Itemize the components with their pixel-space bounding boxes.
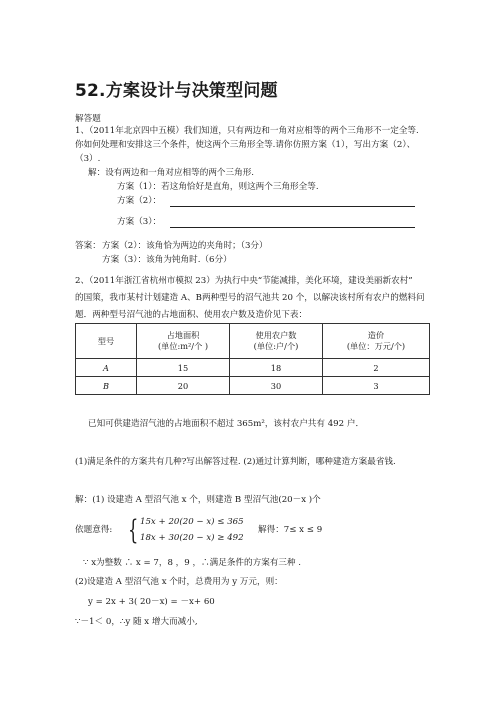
- table-cell: 3: [323, 377, 430, 395]
- q2-line-2: 的国策，我市某村计划建造 A、B两种型号的沼气池共 20 个，以解决该村所有农户的燃料问: [75, 293, 425, 303]
- header-area: [137, 324, 230, 359]
- table-cell: A: [76, 359, 137, 377]
- system-brace: {: [128, 515, 139, 546]
- q1-line-2: 你如何处理和安排这三个条件，使这两个三角形全等.请你仿照方案（1），写出方案（2）、: [75, 140, 416, 150]
- header-households-unit: (单位:户/个): [253, 341, 299, 351]
- q1-answer-3: 方案（3）：该角为钝角时.（6分）: [102, 255, 232, 265]
- header-cost-label: 造价: [367, 330, 385, 340]
- sizing-table: [75, 323, 430, 395]
- header-cost-unit: (单位：万元/个): [346, 341, 406, 351]
- header-model-label: 型号: [97, 335, 115, 346]
- q1-plan-3-label: 方案（3）：: [117, 217, 162, 227]
- table-cell: 18: [230, 359, 323, 377]
- q2-part-2: (2)设建造 A 型沼气池 x 个时，总费用为 y 万元，则：: [75, 577, 283, 587]
- header-model: [76, 324, 137, 359]
- section-label: 解答题: [75, 114, 101, 124]
- table-cell: 2: [323, 359, 430, 377]
- q2-setup-label: 依题意得:: [75, 525, 113, 535]
- q1-line-3: （3）.: [75, 154, 101, 164]
- inequality-1: 15x + 20(20 − x) ≤ 365: [140, 517, 244, 527]
- table-cell: B: [76, 377, 137, 395]
- inequality-2: 18x + 30(20 − x) ≥ 492: [140, 533, 244, 543]
- q2-questions: (1)满足条件的方案共有几种?写出解答过程. (2)通过计算判断，哪种建造方案最省钱.: [75, 457, 396, 467]
- table-cell: 20: [137, 377, 230, 395]
- header-cost: [323, 324, 430, 359]
- header-area-unit: (单位:m²/个 ): [157, 341, 209, 351]
- plan-2-blank-line: [170, 206, 415, 207]
- q1-line-1: 1、（2011年北京四中五模）我们知道，只有两边和一角对应相等的两个三角形不一定全等.: [75, 126, 419, 136]
- header-households: [230, 324, 323, 359]
- q2-solution-intro: 解：(1) 设建造 A 型沼气池 x 个，则建造 B 型沼气池(20－x )个: [75, 495, 321, 505]
- plan-3-blank-line: [170, 227, 415, 228]
- header-area-label: 占地面积: [166, 330, 200, 340]
- q2-cost-formula: y = 2x + 3( 20－x) = －x+ 60: [88, 597, 215, 607]
- table-cell: 30: [230, 377, 323, 395]
- table-row: [76, 377, 430, 395]
- q2-line-1: 2、（2011年浙江省杭州市模拟 23）为执行中央“节能减排，美化环境，建设美丽新农村”: [75, 276, 413, 286]
- table-cell: 15: [137, 359, 230, 377]
- q1-answer-2: 方案（2）：该角恰为两边的夹角时；（3分）: [102, 241, 268, 251]
- header-households-label: 使用农户数: [255, 330, 297, 340]
- table-row: [76, 359, 430, 377]
- q1-answer-label: 答案：: [75, 241, 101, 251]
- q2-integer-cases: ∵ x为整数 ∴ x = 7，8 ，9 ，∴满足条件的方案有三种 .: [83, 558, 302, 568]
- q2-monotonic: ∵－1＜ 0，∴y 随 x 增大而减小,: [75, 617, 198, 627]
- q1-solution-intro: 解：设有两边和一角对应相等的两个三角形.: [88, 168, 255, 178]
- q2-solve-result: 解得：7≤ x ≤ 9: [258, 525, 323, 535]
- page-title: 52.方案设计与决策型问题: [75, 81, 278, 101]
- q2-line-3: 题．两种型号沼气池的占地面积、使用农户数及造价见下表：: [75, 310, 308, 320]
- table-header-row: [76, 324, 430, 359]
- q1-plan-2-label: 方案（2）：: [117, 196, 162, 206]
- q2-given: 已知可供建造沼气池的占地面积不超过 365m²，该村农户共有 492 户．: [88, 419, 365, 429]
- q1-plan-1: 方案（1）：若这角恰好是直角，则这两个三角形全等.: [117, 182, 319, 192]
